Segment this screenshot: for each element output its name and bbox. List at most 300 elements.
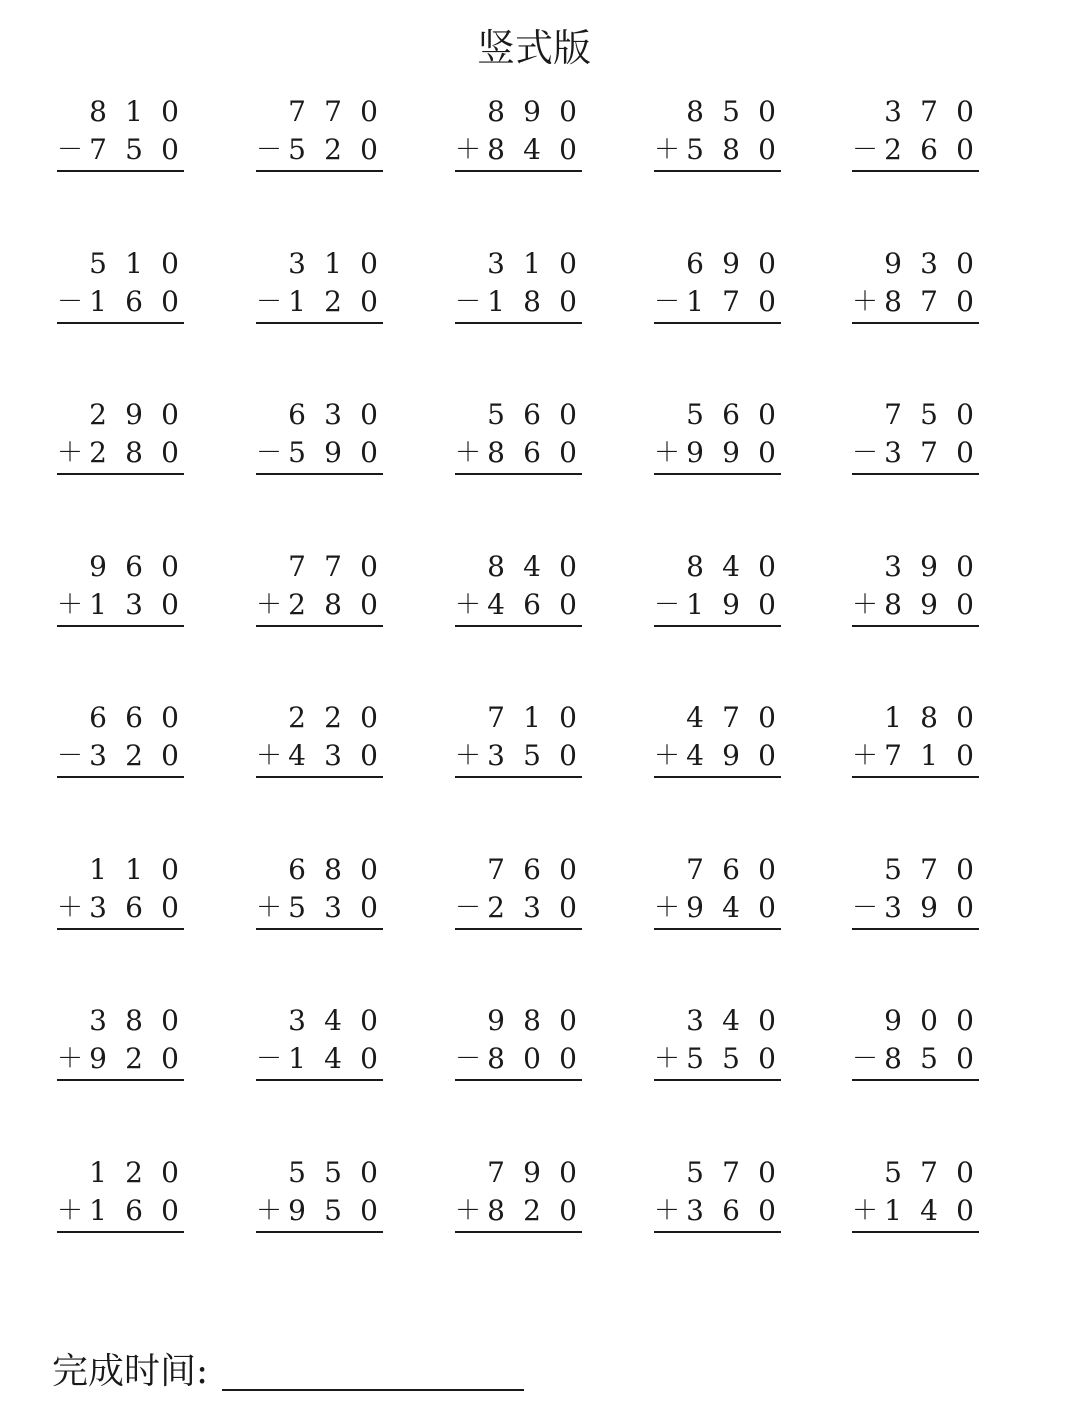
digit: 8 xyxy=(523,1004,541,1037)
digit: 9 xyxy=(89,549,107,583)
digit: 3 xyxy=(686,1004,704,1037)
digit: 4 xyxy=(686,739,704,772)
answer-line[interactable] xyxy=(455,1079,582,1081)
digit: 0 xyxy=(559,1042,577,1075)
answer-line[interactable] xyxy=(455,776,582,778)
digit: 0 xyxy=(161,1155,179,1189)
digit: 8 xyxy=(89,95,107,128)
top-number-text xyxy=(57,1003,58,1004)
digit: 1 xyxy=(89,1193,107,1227)
answer-line[interactable] xyxy=(57,1079,184,1081)
digit: 0 xyxy=(559,1155,577,1189)
problem-32 xyxy=(256,1003,386,1083)
problem-13 xyxy=(455,397,585,477)
digit: 2 xyxy=(125,1155,143,1189)
digit: 4 xyxy=(920,1193,938,1227)
problem-36 xyxy=(57,1155,187,1235)
digit: 1 xyxy=(686,284,704,318)
problem-8 xyxy=(455,246,585,326)
digit: 0 xyxy=(758,890,776,924)
answer-line[interactable] xyxy=(57,1231,184,1233)
digit: 7 xyxy=(920,852,938,886)
digit: 1 xyxy=(920,739,938,772)
minus-operator: － xyxy=(455,1044,482,1074)
answer-line[interactable] xyxy=(256,928,383,930)
top-number-text xyxy=(852,1003,853,1004)
problem-21 xyxy=(57,700,187,780)
digit: 2 xyxy=(288,701,306,734)
problem-14 xyxy=(654,397,784,477)
digit: 0 xyxy=(758,1004,776,1037)
digit: 9 xyxy=(920,549,938,583)
digit: 0 xyxy=(559,549,577,583)
problem-4 xyxy=(654,94,784,174)
digit: 4 xyxy=(523,549,541,583)
minus-operator: － xyxy=(256,135,283,165)
digit: 0 xyxy=(758,1155,776,1189)
digit: 7 xyxy=(686,852,704,886)
top-number-text xyxy=(654,1155,655,1156)
digit: 0 xyxy=(360,246,378,280)
digit: 9 xyxy=(288,1193,306,1227)
top-number-text xyxy=(57,700,58,701)
answer-line[interactable] xyxy=(654,625,781,627)
answer-line[interactable] xyxy=(852,1231,979,1233)
plus-operator: ＋ xyxy=(654,438,681,468)
digit: 9 xyxy=(920,587,938,621)
digit: 5 xyxy=(686,398,704,431)
digit: 5 xyxy=(920,1042,938,1075)
plus-operator: ＋ xyxy=(455,741,482,771)
top-number-text xyxy=(57,549,58,550)
digit: 8 xyxy=(884,284,902,318)
digit: 9 xyxy=(324,436,342,469)
problem-37 xyxy=(256,1155,386,1235)
top-number-text xyxy=(455,397,456,398)
digit: 2 xyxy=(288,587,306,621)
digit: 0 xyxy=(956,549,974,583)
digit: 0 xyxy=(758,398,776,431)
digit: 9 xyxy=(523,95,541,128)
problem-17 xyxy=(256,549,386,629)
answer-line[interactable] xyxy=(455,473,582,475)
problem-2 xyxy=(256,94,386,174)
digit: 0 xyxy=(920,1004,938,1037)
digit: 4 xyxy=(722,549,740,583)
digit: 0 xyxy=(956,436,974,469)
digit: 6 xyxy=(722,398,740,431)
top-number-text xyxy=(455,700,456,701)
digit: 3 xyxy=(324,890,342,924)
digit: 0 xyxy=(360,739,378,772)
digit: 8 xyxy=(487,95,505,128)
digit: 5 xyxy=(288,436,306,469)
top-number-text xyxy=(57,246,58,247)
plus-operator: ＋ xyxy=(256,1195,283,1226)
digit: 4 xyxy=(324,1042,342,1075)
minus-operator: － xyxy=(852,892,879,923)
top-number-text xyxy=(852,397,853,398)
answer-line[interactable] xyxy=(654,1231,781,1233)
digit: 5 xyxy=(288,1155,306,1189)
digit: 0 xyxy=(161,701,179,734)
digit: 3 xyxy=(89,739,107,772)
digit: 0 xyxy=(956,1155,974,1189)
digit: 7 xyxy=(487,701,505,734)
problem-26 xyxy=(57,852,187,932)
digit: 8 xyxy=(324,852,342,886)
top-number-text xyxy=(654,700,655,701)
digit: 0 xyxy=(360,95,378,128)
digit: 4 xyxy=(686,701,704,734)
problem-30 xyxy=(852,852,982,932)
digit: 5 xyxy=(125,133,143,166)
plus-operator: ＋ xyxy=(256,892,283,923)
plus-operator: ＋ xyxy=(256,589,283,620)
digit: 1 xyxy=(125,246,143,280)
digit: 3 xyxy=(288,1004,306,1037)
answer-line[interactable] xyxy=(256,1231,383,1233)
answer-line[interactable] xyxy=(852,473,979,475)
digit: 0 xyxy=(559,1004,577,1037)
digit: 0 xyxy=(956,587,974,621)
digit: 0 xyxy=(956,701,974,734)
minus-operator: － xyxy=(654,589,681,620)
digit: 6 xyxy=(125,701,143,734)
digit: 3 xyxy=(89,1004,107,1037)
digit: 1 xyxy=(89,1155,107,1189)
plus-operator: ＋ xyxy=(455,135,482,165)
plus-operator: ＋ xyxy=(852,589,879,620)
digit: 5 xyxy=(686,1155,704,1189)
plus-operator: ＋ xyxy=(57,1195,84,1226)
top-number-text xyxy=(57,397,58,398)
digit: 4 xyxy=(324,1004,342,1037)
digit: 1 xyxy=(487,284,505,318)
worksheet-title: 竖式版 xyxy=(476,26,591,70)
digit: 8 xyxy=(920,701,938,734)
problem-40 xyxy=(852,1155,982,1235)
answer-line[interactable] xyxy=(852,928,979,930)
digit: 9 xyxy=(686,890,704,924)
digit: 6 xyxy=(89,701,107,734)
answer-line[interactable] xyxy=(57,170,184,172)
digit: 3 xyxy=(288,246,306,280)
digit: 1 xyxy=(89,852,107,886)
digit: 0 xyxy=(559,587,577,621)
problem-35 xyxy=(852,1003,982,1083)
problem-10 xyxy=(852,246,982,326)
digit: 9 xyxy=(125,398,143,431)
top-number-text xyxy=(455,1155,456,1156)
top-number-text xyxy=(57,1155,58,1156)
digit: 0 xyxy=(360,852,378,886)
answer-line[interactable] xyxy=(256,322,383,324)
answer-line[interactable] xyxy=(455,322,582,324)
answer-line[interactable] xyxy=(256,473,383,475)
digit: 1 xyxy=(523,701,541,734)
digit: 0 xyxy=(956,284,974,318)
top-number-text xyxy=(256,397,257,398)
digit: 1 xyxy=(884,1193,902,1227)
digit: 0 xyxy=(360,284,378,318)
digit: 6 xyxy=(523,436,541,469)
digit: 0 xyxy=(559,246,577,280)
digit: 0 xyxy=(559,1193,577,1227)
plus-operator: ＋ xyxy=(256,741,283,771)
digit: 5 xyxy=(884,852,902,886)
digit: 2 xyxy=(89,398,107,431)
digit: 0 xyxy=(956,739,974,772)
digit: 0 xyxy=(559,398,577,431)
answer-line[interactable] xyxy=(256,776,383,778)
digit: 0 xyxy=(161,739,179,772)
digit: 9 xyxy=(722,436,740,469)
digit: 8 xyxy=(487,133,505,166)
digit: 2 xyxy=(324,284,342,318)
problem-23 xyxy=(455,700,585,780)
digit: 1 xyxy=(686,587,704,621)
digit: 5 xyxy=(722,1042,740,1075)
top-number-text xyxy=(654,94,655,95)
digit: 8 xyxy=(523,284,541,318)
digit: 3 xyxy=(89,890,107,924)
plus-operator: ＋ xyxy=(57,438,84,468)
digit: 8 xyxy=(487,1042,505,1075)
plus-operator: ＋ xyxy=(57,589,84,620)
digit: 0 xyxy=(161,436,179,469)
digit: 1 xyxy=(89,587,107,621)
digit: 0 xyxy=(161,587,179,621)
answer-line[interactable] xyxy=(852,776,979,778)
digit: 0 xyxy=(161,1042,179,1075)
answer-line[interactable] xyxy=(852,322,979,324)
digit: 0 xyxy=(360,701,378,734)
digit: 1 xyxy=(288,284,306,318)
problem-20 xyxy=(852,549,982,629)
answer-line[interactable] xyxy=(57,473,184,475)
top-number-text xyxy=(256,700,257,701)
digit: 1 xyxy=(523,246,541,280)
digit: 2 xyxy=(89,436,107,469)
digit: 0 xyxy=(758,246,776,280)
problem-38 xyxy=(455,1155,585,1235)
digit: 0 xyxy=(758,436,776,469)
problem-34 xyxy=(654,1003,784,1083)
digit: 6 xyxy=(523,852,541,886)
minus-operator: － xyxy=(654,286,681,317)
digit: 0 xyxy=(161,890,179,924)
answer-line[interactable] xyxy=(256,170,383,172)
top-number-text xyxy=(256,1155,257,1156)
top-number-text xyxy=(256,852,257,853)
problem-7 xyxy=(256,246,386,326)
digit: 3 xyxy=(487,739,505,772)
answer-line[interactable] xyxy=(57,776,184,778)
digit: 9 xyxy=(884,1004,902,1037)
digit: 0 xyxy=(956,890,974,924)
digit: 8 xyxy=(125,1004,143,1037)
digit: 8 xyxy=(125,436,143,469)
digit: 8 xyxy=(487,436,505,469)
digit: 6 xyxy=(722,852,740,886)
digit: 0 xyxy=(161,133,179,166)
digit: 0 xyxy=(956,1042,974,1075)
digit: 0 xyxy=(360,1004,378,1037)
digit: 0 xyxy=(559,701,577,734)
answer-line[interactable] xyxy=(852,625,979,627)
digit: 5 xyxy=(89,246,107,280)
digit: 0 xyxy=(956,95,974,128)
digit: 0 xyxy=(161,549,179,583)
digit: 6 xyxy=(523,587,541,621)
digit: 7 xyxy=(722,701,740,734)
digit: 3 xyxy=(686,1193,704,1227)
plus-operator: ＋ xyxy=(654,1195,681,1226)
digit: 0 xyxy=(161,1193,179,1227)
answer-line[interactable] xyxy=(256,1079,383,1081)
problem-19 xyxy=(654,549,784,629)
digit: 0 xyxy=(360,436,378,469)
digit: 4 xyxy=(523,133,541,166)
digit: 0 xyxy=(758,701,776,734)
digit: 3 xyxy=(324,398,342,431)
digit: 9 xyxy=(884,246,902,280)
digit: 7 xyxy=(884,739,902,772)
digit: 3 xyxy=(884,890,902,924)
digit: 0 xyxy=(758,587,776,621)
problem-15 xyxy=(852,397,982,477)
problem-29 xyxy=(654,852,784,932)
plus-operator: ＋ xyxy=(654,1044,681,1074)
answer-line[interactable] xyxy=(654,473,781,475)
digit: 6 xyxy=(288,852,306,886)
digit: 5 xyxy=(686,1042,704,1075)
digit: 5 xyxy=(686,133,704,166)
minus-operator: － xyxy=(256,438,283,468)
minus-operator: － xyxy=(852,135,879,165)
digit: 0 xyxy=(559,133,577,166)
top-number-text xyxy=(852,852,853,853)
digit: 4 xyxy=(487,587,505,621)
plus-operator: ＋ xyxy=(455,1195,482,1226)
problem-25 xyxy=(852,700,982,780)
top-number-text xyxy=(256,94,257,95)
digit: 7 xyxy=(89,133,107,166)
plus-operator: ＋ xyxy=(852,1195,879,1226)
top-number-text xyxy=(57,852,58,853)
plus-operator: ＋ xyxy=(57,1044,84,1074)
problem-33 xyxy=(455,1003,585,1083)
digit: 0 xyxy=(758,1193,776,1227)
digit: 0 xyxy=(956,1004,974,1037)
digit: 5 xyxy=(884,1155,902,1189)
digit: 0 xyxy=(956,133,974,166)
problem-18 xyxy=(455,549,585,629)
problem-31 xyxy=(57,1003,187,1083)
answer-line[interactable] xyxy=(256,625,383,627)
digit: 8 xyxy=(686,549,704,583)
top-number-text xyxy=(654,852,655,853)
digit: 4 xyxy=(722,1004,740,1037)
digit: 8 xyxy=(686,95,704,128)
digit: 2 xyxy=(125,1042,143,1075)
digit: 6 xyxy=(125,890,143,924)
digit: 5 xyxy=(722,95,740,128)
digit: 0 xyxy=(559,284,577,318)
minus-operator: － xyxy=(852,1044,879,1074)
digit: 0 xyxy=(360,587,378,621)
answer-line[interactable] xyxy=(455,170,582,172)
answer-line[interactable] xyxy=(852,170,979,172)
plus-operator: ＋ xyxy=(654,741,681,771)
completion-time-label: 完成时间: xyxy=(52,1351,209,1392)
digit: 2 xyxy=(324,701,342,734)
answer-line[interactable] xyxy=(654,170,781,172)
digit: 7 xyxy=(722,1155,740,1189)
problem-12 xyxy=(256,397,386,477)
answer-line[interactable] xyxy=(57,625,184,627)
digit: 6 xyxy=(722,1193,740,1227)
digit: 0 xyxy=(758,133,776,166)
digit: 5 xyxy=(288,133,306,166)
top-number-text xyxy=(455,94,456,95)
completion-time-blank[interactable] xyxy=(222,1389,524,1391)
minus-operator: － xyxy=(57,741,84,771)
digit: 7 xyxy=(920,1155,938,1189)
digit: 0 xyxy=(523,1042,541,1075)
answer-line[interactable] xyxy=(455,1231,582,1233)
top-number-text xyxy=(654,246,655,247)
plus-operator: ＋ xyxy=(654,135,681,165)
answer-line[interactable] xyxy=(455,928,582,930)
minus-operator: － xyxy=(455,892,482,923)
answer-line[interactable] xyxy=(852,1079,979,1081)
digit: 3 xyxy=(884,95,902,128)
digit: 0 xyxy=(758,1042,776,1075)
digit: 0 xyxy=(161,1004,179,1037)
digit: 1 xyxy=(884,701,902,734)
digit: 0 xyxy=(161,246,179,280)
answer-line[interactable] xyxy=(57,928,184,930)
top-number-text xyxy=(455,1003,456,1004)
digit: 1 xyxy=(89,284,107,318)
answer-line[interactable] xyxy=(654,928,781,930)
answer-line[interactable] xyxy=(57,322,184,324)
answer-line[interactable] xyxy=(654,1079,781,1081)
digit: 7 xyxy=(920,284,938,318)
answer-line[interactable] xyxy=(654,776,781,778)
digit: 0 xyxy=(758,739,776,772)
digit: 9 xyxy=(523,1155,541,1189)
digit: 6 xyxy=(125,1193,143,1227)
digit: 9 xyxy=(722,246,740,280)
top-number-text xyxy=(455,246,456,247)
digit: 7 xyxy=(920,436,938,469)
answer-line[interactable] xyxy=(455,625,582,627)
problem-22 xyxy=(256,700,386,780)
digit: 3 xyxy=(884,549,902,583)
digit: 4 xyxy=(288,739,306,772)
digit: 9 xyxy=(487,1004,505,1037)
digit: 3 xyxy=(324,739,342,772)
digit: 8 xyxy=(487,1193,505,1227)
digit: 0 xyxy=(360,549,378,583)
digit: 0 xyxy=(559,95,577,128)
answer-line[interactable] xyxy=(654,322,781,324)
digit: 9 xyxy=(722,739,740,772)
plus-operator: ＋ xyxy=(455,438,482,468)
